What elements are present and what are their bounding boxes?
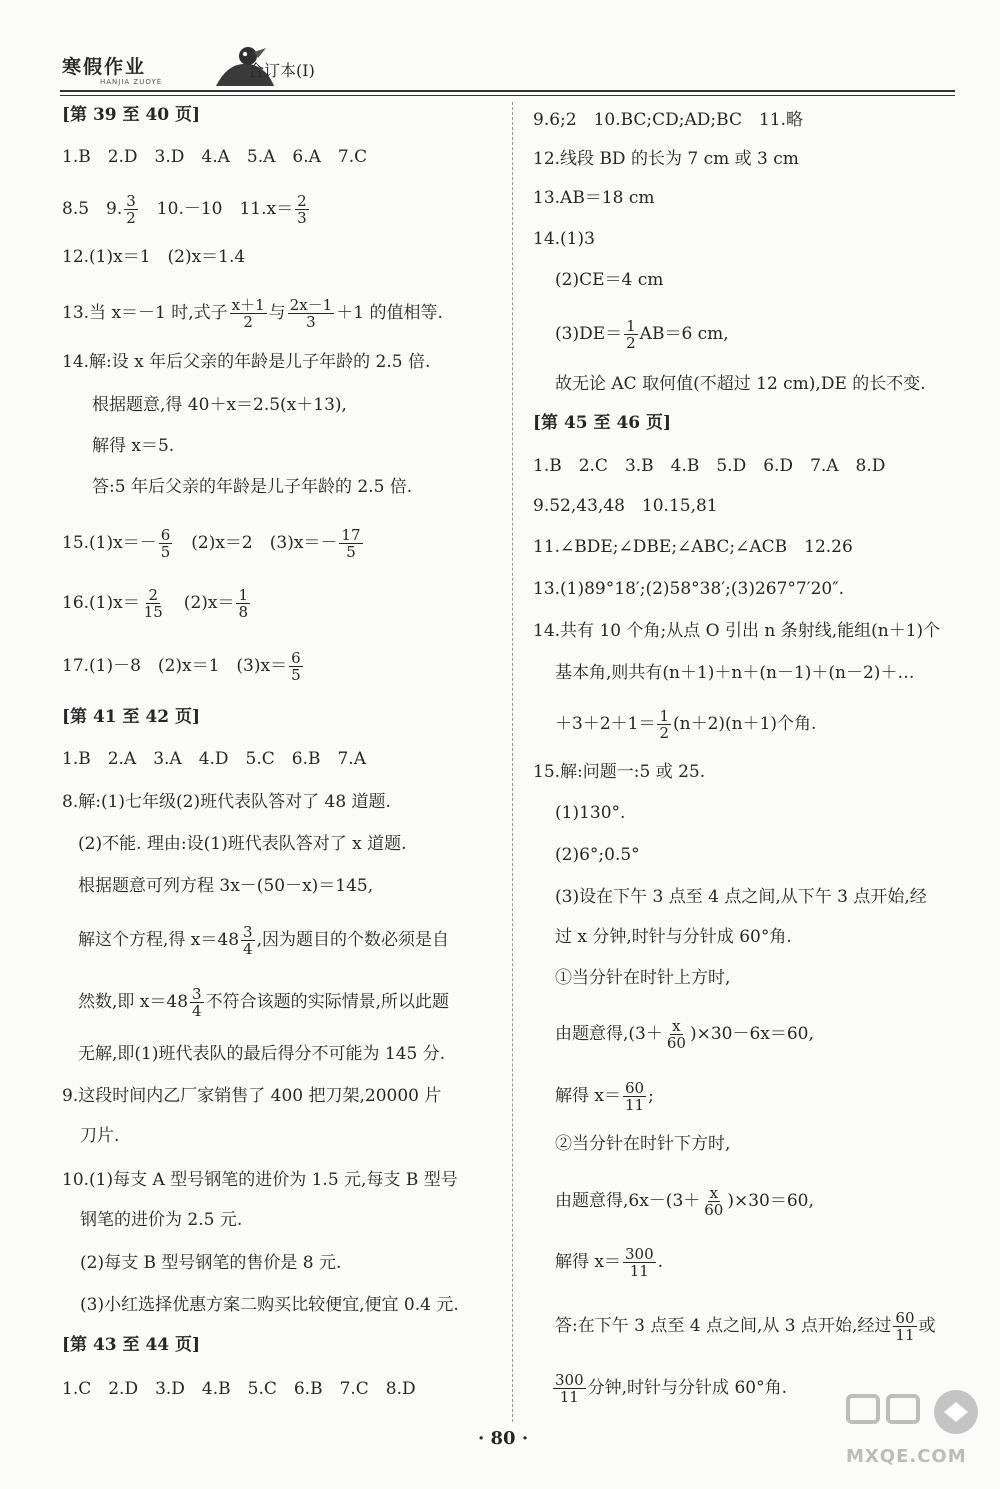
answer-line: 解得 x＝ $\frac{60}{11}$ ; — [555, 1079, 654, 1114]
answer-line: 17.(1)－8 (2)x＝1 (3)x＝ $\frac{6}{5}$ — [62, 649, 301, 684]
answer-line: 13.当 x＝－1 时,式子 $\frac{x+1}{2}$ 与 $\frac{2x-1}{3}$ ＋1 的值相等. — [62, 296, 443, 331]
answer-line: 解得 x＝5. — [92, 436, 175, 456]
answer-line: 答:5 年后父亲的年龄是儿子年龄的 2.5 倍. — [92, 477, 413, 497]
answer-line: 9.6;2 10.BC;CD;AD;BC 11.略 — [533, 110, 804, 130]
answer-line: 8.解:(1)七年级(2)班代表队答对了 48 道题. — [62, 792, 391, 812]
answer-line: 16.(1)x＝ $\frac{2}{15}$ (2)x＝ $\frac{1}{8}$ — [62, 586, 249, 621]
section-heading-41: [第 41 至 42 页] — [62, 707, 201, 727]
watermark-text: MXQE.COM — [846, 1446, 967, 1467]
answer-line: (2)6°;0.5° — [555, 845, 640, 865]
answer-line: 由题意得,(3＋ $\frac{x}{60}$ )×30－6x＝60, — [555, 1017, 814, 1052]
answer-line: 1.B 2.C 3.B 4.B 5.D 6.D 7.A 8.D — [533, 456, 886, 476]
answer-line: (3)设在下午 3 点至 4 点之间,从下午 3 点开始,经 — [555, 887, 927, 907]
answer-line: (3)小红选择优惠方案二购买比较便宜,便宜 0.4 元. — [80, 1295, 459, 1315]
answer-line: 10.(1)每支 A 型号钢笔的进价为 1.5 元,每支 B 型号 — [62, 1170, 458, 1190]
answer-line: 9.52,43,48 10.15,81 — [533, 496, 718, 516]
answer-line: 15.(1)x＝－ $\frac{6}{5}$ (2)x＝2 (3)x＝－ $\frac{17}{5}$ — [62, 526, 361, 561]
answer-line: 9.这段时间内乙厂家销售了 400 把刀架,20000 片 — [62, 1086, 442, 1106]
answer-line: 故无论 AC 取何值(不超过 12 cm),DE 的长不变. — [555, 374, 926, 394]
answer-line: 14.解:设 x 年后父亲的年龄是儿子年龄的 2.5 倍. — [62, 352, 431, 372]
answer-line: 根据题意可列方程 3x－(50－x)＝145, — [78, 876, 374, 896]
section-heading-45: [第 45 至 46 页] — [533, 413, 672, 433]
column-divider — [512, 102, 513, 1422]
edition-label: 合订本(Ⅰ) — [248, 61, 315, 80]
answer-line: (3)DE＝ $\frac{1}{2}$ AB＝6 cm, — [555, 317, 729, 352]
answer-line: 13.(1)89°18′;(2)58°38′;(3)267°7′20″. — [533, 579, 844, 599]
answer-line: 根据题意,得 40＋x＝2.5(x＋13), — [92, 395, 347, 415]
answer-line: ①当分针在时针上方时, — [555, 968, 731, 988]
answer-line: 答:在下午 3 点至 4 点之间,从 3 点开始,经过 $\frac{60}{11}$ 或 — [555, 1309, 936, 1344]
answer-line: 14.(1)3 — [533, 229, 595, 249]
answer-line: 12.线段 BD 的长为 7 cm 或 3 cm — [533, 149, 799, 169]
answer-line: 14.共有 10 个角;从点 O 引出 n 条射线,能组(n＋1)个 — [533, 621, 941, 641]
answer-line: 11.∠BDE;∠DBE;∠ABC;∠ACB 12.26 — [533, 537, 853, 557]
answer-line: (2)每支 B 型号钢笔的售价是 8 元. — [80, 1253, 342, 1273]
answer-line: (2)CE＝4 cm — [555, 270, 664, 290]
answer-line: 12.(1)x＝1 (2)x＝1.4 — [62, 247, 246, 267]
answer-line: (1)130°. — [555, 803, 626, 823]
answer-line: 由题意得,6x－(3＋ $\frac{x}{60}$ )×30＝60, — [555, 1184, 814, 1219]
answer-line: 1.C 2.D 3.D 4.B 5.C 6.B 7.C 8.D — [62, 1379, 416, 1399]
answer-line: 无解,即(1)班代表队的最后得分不可能为 145 分. — [78, 1044, 446, 1064]
answer-line: ②当分针在时针下方时, — [555, 1134, 731, 1154]
page-number: · 80 · — [478, 1428, 529, 1449]
answer-line: (2)不能. 理由:设(1)班代表队答对了 x 道题. — [78, 834, 407, 854]
answer-line: 钢笔的进价为 2.5 元. — [80, 1210, 243, 1230]
answer-line: 13.AB＝18 cm — [533, 188, 655, 208]
answer-line: $\frac{300}{11}$ 分钟,时针与分针成 60°角. — [555, 1371, 787, 1406]
answer-line: 过 x 分钟,时针与分针成 60°角. — [555, 927, 792, 947]
answer-line: 1.B 2.D 3.D 4.A 5.A 6.A 7.C — [62, 147, 368, 167]
page-header — [60, 42, 955, 100]
answer-line: 8.5 9. $\frac{3}{2}$ 10.－10 11.x＝ $\frac{2}{3}$ — [62, 192, 307, 227]
header-rule-thin — [60, 95, 955, 96]
answer-line: 1.B 2.A 3.A 4.D 5.C 6.B 7.A — [62, 749, 366, 769]
answer-line: 刀片. — [80, 1126, 120, 1146]
answer-line: 基本角,则共有(n＋1)＋n＋(n－1)＋(n－2)＋… — [555, 663, 915, 683]
brand-title: 寒假作业 — [62, 56, 147, 78]
answer-line: 解得 x＝ $\frac{300}{11}$ . — [555, 1245, 664, 1280]
brand-subtitle: HANJIA ZUOYE — [100, 78, 163, 86]
section-heading-39: [第 39 至 40 页] — [62, 105, 201, 125]
answer-line: 15.解:问题一:5 或 25. — [533, 762, 706, 782]
answer-line: 解这个方程,得 x＝48 $\frac{3}{4}$ ,因为题目的个数必须是自 — [78, 923, 449, 958]
section-heading-43: [第 43 至 44 页] — [62, 1335, 201, 1355]
answer-line: 然数,即 x＝48 $\frac{3}{4}$ 不符合该题的实际情景,所以此题 — [78, 985, 449, 1020]
answer-line: ＋3＋2＋1＝ $\frac{1}{2}$ (n＋2)(n＋1)个角. — [555, 707, 817, 742]
header-rule — [60, 90, 955, 92]
